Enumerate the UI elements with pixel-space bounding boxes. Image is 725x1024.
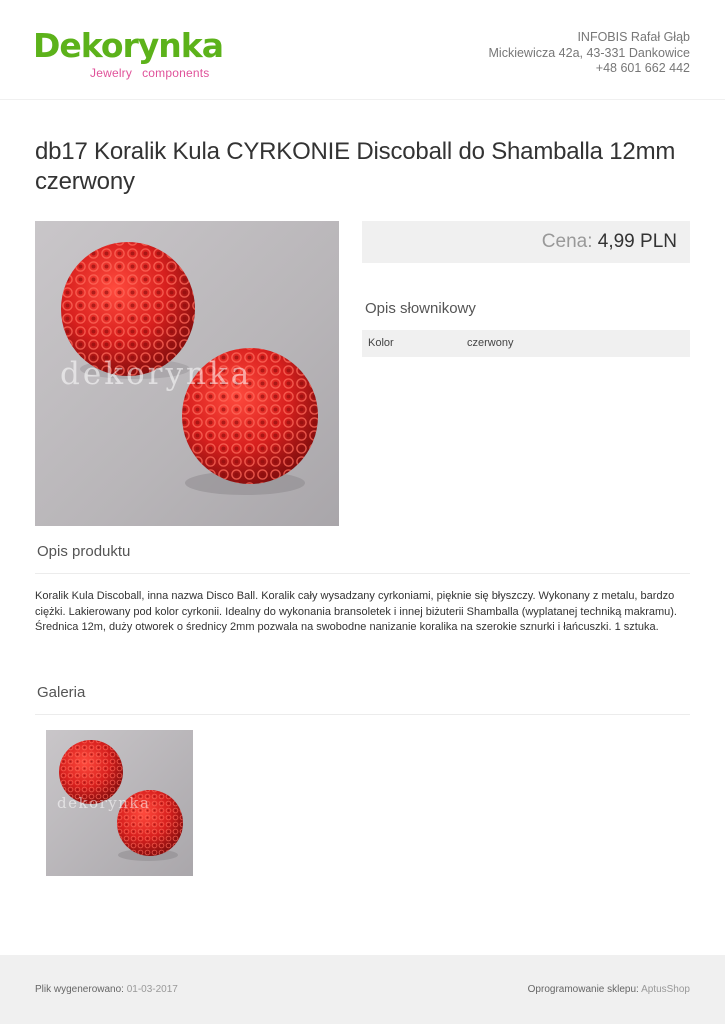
product-title: db17 Koralik Kula CYRKONIE Discoball do Shamballa 12mm czerwony bbox=[35, 138, 676, 195]
generated-label: Plik wygenerowano: bbox=[35, 984, 124, 995]
company-phone: +48 601 662 442 bbox=[595, 61, 690, 75]
gallery-thumbnail-image bbox=[46, 730, 193, 876]
software-info bbox=[528, 984, 690, 995]
attributes-heading: Opis słownikowy bbox=[365, 300, 476, 317]
company-info bbox=[489, 30, 690, 77]
logo-wordmark: Dekorynka bbox=[33, 26, 223, 65]
price-label: Cena: bbox=[541, 231, 593, 252]
price-box bbox=[362, 221, 690, 263]
company-address: Mickiewicza 42a, 43-331 Dankowice bbox=[488, 45, 690, 60]
page-footer bbox=[0, 955, 725, 1024]
photo-watermark: dekorynka bbox=[60, 356, 253, 392]
software-link[interactable]: AptusShop bbox=[641, 984, 690, 995]
company-name: INFOBIS Rafał Głąb bbox=[577, 30, 690, 44]
product-photo-image bbox=[35, 221, 339, 526]
price-value: 4,99 PLN bbox=[597, 231, 677, 252]
product-photo[interactable] bbox=[35, 221, 339, 526]
logo-tagline-components: components bbox=[142, 66, 210, 80]
logo-tagline-jewelry: Jewelry bbox=[90, 66, 133, 80]
generated-info bbox=[35, 984, 178, 995]
gallery-divider bbox=[35, 714, 690, 715]
page-header bbox=[0, 0, 725, 100]
generated-date: 01-03-2017 bbox=[126, 984, 178, 995]
gallery-thumbnail[interactable] bbox=[46, 730, 193, 876]
attribute-row bbox=[362, 330, 690, 357]
attribute-name: Kolor bbox=[368, 337, 394, 349]
thumbnail-watermark: dekorynka bbox=[57, 794, 151, 812]
attribute-value: czerwony bbox=[467, 337, 514, 349]
software-label: Oprogramowanie sklepu: bbox=[527, 984, 639, 995]
description-heading: Opis produktu bbox=[37, 543, 131, 560]
gallery-heading: Galeria bbox=[37, 684, 86, 701]
dekorynka-logo[interactable] bbox=[33, 28, 223, 84]
logo-tagline bbox=[90, 66, 209, 80]
description-text: Koralik Kula Discoball, inna nazwa Disco Ball. Koralik cały wysadzany cyrkoniami, pięknie się błyszczy. Wykonany z metalu, bardzo ciężki. Lakierowany pod kolor cyrkonii. Idealny do wykonania bransoletek i innej biżuterii Shamballa (wyplatanej techniką makramu). Średnica 12m, duży otworek o średnicy 2mm pozwala na swobodne nanizanie koralika na szerokie sznurki i łańcuszki. 1 sztuka. bbox=[35, 590, 677, 633]
description-divider bbox=[35, 573, 690, 574]
